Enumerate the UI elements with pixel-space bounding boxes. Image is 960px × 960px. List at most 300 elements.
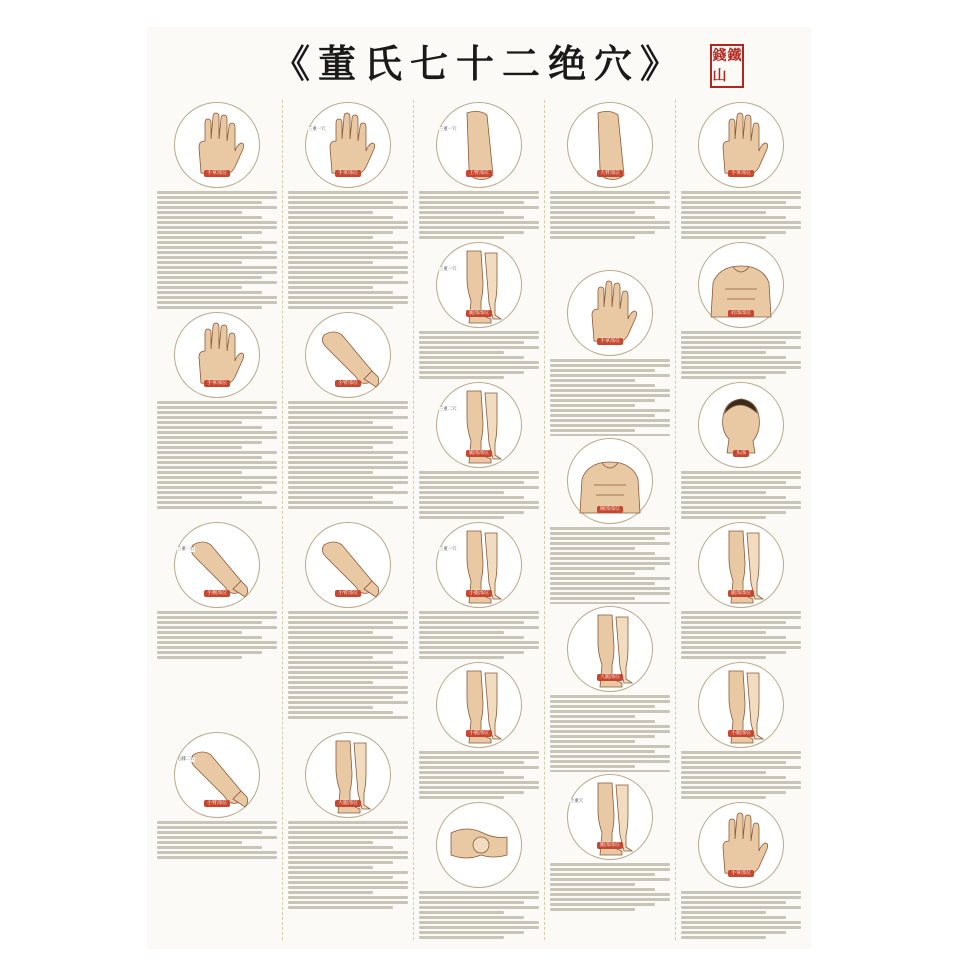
text-line	[157, 406, 277, 409]
text-line	[550, 191, 670, 194]
text-line	[419, 626, 539, 629]
text-line	[288, 896, 408, 899]
knee-icon	[436, 802, 522, 888]
body-region-tag: 小腿部位	[466, 590, 492, 597]
seal-char: 錢	[712, 48, 727, 64]
text-line	[157, 651, 262, 654]
text-line	[157, 631, 242, 634]
text-line	[288, 441, 393, 444]
text-line	[288, 431, 408, 434]
text-line	[157, 486, 262, 489]
text-line	[550, 379, 635, 382]
text-line	[419, 206, 539, 209]
arm-icon	[305, 522, 391, 608]
text-line	[681, 221, 801, 224]
text-line	[288, 856, 408, 859]
text-line	[550, 216, 655, 219]
text-line	[157, 426, 262, 429]
text-line	[419, 611, 539, 614]
text-line	[157, 291, 262, 294]
acupoint-entry	[548, 268, 672, 436]
text-line	[288, 471, 373, 474]
text-line	[550, 710, 670, 713]
text-line	[288, 401, 408, 404]
text-line	[419, 211, 504, 214]
text-line	[681, 936, 766, 939]
torso-icon	[567, 438, 653, 524]
leg-icon	[436, 242, 522, 328]
text-line	[288, 506, 408, 509]
text-line	[550, 557, 670, 560]
description-text-block	[155, 189, 279, 310]
body-region-tag: 胸部部位	[597, 506, 623, 513]
text-line	[550, 577, 670, 580]
description-text-block	[679, 889, 803, 940]
text-line	[157, 226, 277, 229]
text-line	[681, 906, 801, 909]
text-line	[288, 616, 408, 619]
palm-icon	[174, 312, 260, 398]
text-line	[288, 446, 373, 449]
text-line	[681, 371, 786, 374]
text-line	[288, 876, 393, 879]
text-line	[681, 766, 801, 769]
text-line	[550, 231, 655, 234]
text-line	[419, 926, 539, 929]
text-line	[681, 346, 801, 349]
text-line	[681, 611, 801, 614]
text-line	[550, 547, 635, 550]
acupoint-entry	[286, 310, 410, 520]
text-line	[419, 486, 539, 489]
text-line	[288, 256, 408, 259]
text-line	[288, 821, 408, 824]
description-text-block	[417, 469, 541, 520]
text-line	[157, 826, 277, 829]
text-line	[419, 341, 524, 344]
poster-column	[282, 100, 413, 940]
description-text-block	[548, 861, 672, 940]
text-line	[288, 641, 408, 644]
text-line	[550, 873, 655, 876]
text-line	[681, 336, 801, 339]
description-text-block	[679, 469, 803, 520]
body-region-tag: 小腿部位	[728, 730, 754, 737]
body-region-tag: 手掌部位	[204, 170, 230, 177]
text-line	[157, 501, 262, 504]
text-line	[550, 562, 670, 565]
text-line	[681, 896, 801, 899]
text-line	[550, 745, 670, 748]
text-line	[681, 756, 801, 759]
text-line	[288, 681, 373, 684]
text-line	[550, 592, 670, 595]
text-line	[419, 891, 539, 894]
text-line	[288, 426, 393, 429]
acupoint-entry	[155, 520, 279, 730]
description-text-block	[417, 329, 541, 380]
text-line	[681, 356, 786, 359]
text-line	[288, 706, 373, 709]
text-line	[681, 216, 786, 219]
acupoint-entry	[548, 772, 672, 940]
poster-column	[544, 100, 675, 940]
text-line	[550, 389, 670, 392]
text-line	[550, 429, 635, 432]
hand-back-icon	[305, 102, 391, 188]
leg-icon	[436, 522, 522, 608]
text-line	[681, 496, 786, 499]
text-line	[419, 616, 539, 619]
text-line	[550, 537, 655, 540]
text-line	[550, 552, 655, 555]
acupoint-callout: 三重二穴	[439, 407, 457, 412]
acupoint-entry	[286, 520, 410, 730]
text-line	[157, 216, 262, 219]
head-icon	[698, 382, 784, 468]
text-line	[157, 296, 277, 299]
text-line	[288, 846, 393, 849]
forearm-icon	[174, 732, 260, 818]
text-line	[157, 856, 277, 859]
text-line	[681, 656, 766, 659]
text-line	[157, 431, 277, 434]
seal-char: 山	[712, 68, 727, 84]
hand-back-icon	[698, 102, 784, 188]
text-line	[550, 572, 635, 575]
text-line	[550, 715, 635, 718]
text-line	[681, 651, 786, 654]
poster-column	[675, 100, 806, 940]
text-line	[550, 359, 670, 362]
description-text-block	[286, 819, 410, 940]
leg-icon	[305, 732, 391, 818]
text-line	[288, 901, 408, 904]
text-line	[550, 201, 655, 204]
text-line	[681, 771, 766, 774]
text-line	[157, 466, 277, 469]
description-text-block	[548, 693, 672, 772]
acupoint-entry	[679, 240, 803, 380]
text-line	[157, 206, 277, 209]
text-line	[288, 221, 408, 224]
leg-icon	[698, 522, 784, 608]
body-region-tag: 腿部部位	[466, 450, 492, 457]
text-line	[681, 476, 801, 479]
text-line	[550, 700, 670, 703]
text-line	[550, 404, 635, 407]
text-line	[288, 246, 393, 249]
text-line	[157, 241, 277, 244]
text-line	[681, 486, 801, 489]
forearm-icon	[174, 522, 260, 608]
acupoint-entry	[417, 100, 541, 240]
text-line	[288, 696, 393, 699]
text-line	[288, 881, 408, 884]
text-line	[157, 221, 277, 224]
text-line	[550, 542, 670, 545]
body-region-tag: 腿部部位	[728, 590, 754, 597]
text-line	[550, 409, 670, 412]
text-line	[157, 621, 262, 624]
text-line	[681, 236, 766, 239]
text-line	[550, 893, 670, 896]
text-line	[681, 891, 801, 894]
text-line	[288, 631, 373, 634]
acupoint-entry	[155, 310, 279, 520]
description-text-block	[679, 329, 803, 380]
text-line	[419, 516, 504, 519]
acupoint-entry	[679, 520, 803, 660]
acupoint-entry	[155, 100, 279, 310]
text-line	[157, 416, 277, 419]
text-line	[550, 196, 670, 199]
text-line	[681, 516, 766, 519]
text-line	[157, 306, 262, 309]
poster-column	[152, 100, 282, 940]
leg-icon	[567, 606, 653, 692]
text-line	[550, 725, 670, 728]
text-line	[288, 671, 408, 674]
description-text-block	[286, 189, 410, 310]
text-line	[419, 501, 539, 504]
text-line	[288, 271, 408, 274]
text-line	[288, 836, 408, 839]
text-line	[550, 394, 670, 397]
text-line	[419, 201, 524, 204]
text-line	[681, 911, 766, 914]
text-line	[681, 351, 766, 354]
seal-char: 鐵	[727, 48, 742, 64]
text-line	[550, 720, 655, 723]
text-line	[157, 266, 277, 269]
acupoint-callout: 心膝二穴	[177, 757, 195, 762]
text-line	[157, 411, 262, 414]
description-text-block	[155, 819, 279, 940]
text-line	[550, 735, 655, 738]
text-line	[288, 306, 393, 309]
text-line	[419, 196, 539, 199]
text-line	[288, 661, 408, 664]
text-line	[419, 226, 539, 229]
text-line	[550, 883, 635, 886]
text-line	[681, 471, 801, 474]
acupoint-entry	[417, 240, 541, 380]
text-line	[419, 621, 524, 624]
text-line	[419, 471, 539, 474]
text-line	[681, 916, 786, 919]
text-line	[419, 756, 539, 759]
text-line	[681, 621, 786, 624]
acupoint-callout: 三重一穴	[439, 267, 457, 272]
text-line	[550, 705, 655, 708]
text-line	[419, 491, 504, 494]
text-line	[157, 236, 242, 239]
text-line	[288, 871, 408, 874]
body-region-tag: 手掌部位	[728, 170, 754, 177]
acupoint-entry	[679, 380, 803, 520]
text-line	[157, 461, 277, 464]
body-region-tag: 大臂部位	[597, 170, 623, 177]
acupoint-entry	[417, 520, 541, 660]
text-line	[681, 926, 801, 929]
description-text-block	[417, 609, 541, 660]
text-line	[157, 421, 242, 424]
shoulder-icon	[698, 242, 784, 328]
text-line	[157, 456, 262, 459]
text-line	[288, 226, 408, 229]
body-region-tag: 手掌部位	[597, 338, 623, 345]
acupoint-columns	[152, 100, 806, 940]
text-line	[157, 851, 277, 854]
text-line	[288, 286, 373, 289]
text-line	[288, 686, 408, 689]
body-region-tag: 手掌部位	[728, 870, 754, 877]
text-line	[288, 841, 373, 844]
text-line	[419, 236, 504, 239]
description-text-block	[417, 889, 541, 940]
text-line	[288, 851, 408, 854]
text-line	[288, 216, 393, 219]
poster-title: 《董氏七十二绝穴》	[271, 41, 686, 86]
acupoint-callout: 上重穴	[570, 799, 584, 804]
palm-icon	[567, 270, 653, 356]
text-line	[419, 896, 539, 899]
text-line	[157, 286, 242, 289]
text-line	[419, 376, 504, 379]
text-line	[157, 256, 277, 259]
text-line	[157, 616, 277, 619]
acupoint-entry	[679, 660, 803, 800]
description-text-block	[548, 357, 672, 436]
text-line	[288, 466, 408, 469]
text-line	[288, 276, 393, 279]
description-text-block	[548, 525, 672, 604]
text-line	[419, 766, 539, 769]
body-region-tag: 小腿部位	[466, 730, 492, 737]
body-region-tag: 肩部部位	[728, 310, 754, 317]
description-text-block	[155, 609, 279, 730]
description-text-block	[155, 399, 279, 520]
text-line	[550, 597, 635, 600]
text-line	[288, 461, 408, 464]
text-line	[550, 364, 670, 367]
text-line	[681, 791, 786, 794]
text-line	[681, 331, 801, 334]
body-region-tag: 手掌部位	[204, 380, 230, 387]
acupoint-entry	[417, 660, 541, 800]
text-line	[157, 441, 262, 444]
acupoint-callout: 三重一穴	[439, 547, 457, 552]
acupoint-entry	[548, 100, 672, 268]
text-line	[288, 486, 393, 489]
description-text-block	[417, 749, 541, 800]
text-line	[288, 496, 373, 499]
text-line	[288, 646, 408, 649]
description-text-block	[548, 189, 672, 268]
text-line	[419, 351, 504, 354]
text-line	[550, 730, 670, 733]
text-line	[681, 376, 766, 379]
acupoint-entry	[417, 380, 541, 520]
text-line	[419, 761, 524, 764]
text-line	[288, 421, 373, 424]
text-line	[419, 371, 524, 374]
body-region-tag: 头部	[733, 450, 749, 457]
text-line	[157, 436, 277, 439]
text-line	[550, 374, 670, 377]
text-line	[419, 496, 524, 499]
text-line	[419, 221, 539, 224]
text-line	[419, 356, 524, 359]
red-seal-stamp	[710, 44, 744, 88]
text-line	[681, 901, 786, 904]
text-line	[550, 206, 670, 209]
description-text-block	[679, 189, 803, 240]
text-line	[419, 476, 539, 479]
text-line	[550, 760, 670, 763]
text-line	[681, 751, 801, 754]
text-line	[550, 740, 635, 743]
text-line	[550, 903, 655, 906]
leg-icon	[698, 662, 784, 748]
text-line	[288, 716, 408, 719]
text-line	[157, 471, 242, 474]
text-line	[288, 261, 373, 264]
text-line	[288, 476, 408, 479]
text-line	[419, 771, 504, 774]
body-region-tag: 小臂部位	[204, 800, 230, 807]
text-line	[288, 436, 408, 439]
text-line	[550, 908, 635, 911]
text-line	[288, 626, 408, 629]
text-line	[157, 211, 242, 214]
text-line	[288, 906, 393, 909]
text-line	[419, 786, 539, 789]
text-line	[288, 241, 408, 244]
text-line	[419, 631, 504, 634]
text-line	[288, 296, 408, 299]
text-line	[681, 626, 801, 629]
text-line	[288, 301, 408, 304]
seal-char	[727, 66, 742, 86]
text-line	[288, 266, 408, 269]
text-line	[419, 191, 539, 194]
body-region-tag: 手腕部位	[204, 590, 230, 597]
body-region-tag: 大腿部位	[597, 674, 623, 681]
acupoint-callout: 三重一穴	[177, 547, 195, 552]
text-line	[419, 331, 539, 334]
text-line	[157, 276, 262, 279]
text-line	[288, 711, 393, 714]
description-text-block	[679, 749, 803, 800]
text-line	[157, 451, 277, 454]
acupoint-entry	[679, 800, 803, 940]
text-line	[550, 765, 635, 768]
text-line	[288, 891, 373, 894]
acupoint-callout: 三重一穴	[308, 127, 326, 132]
text-line	[157, 506, 277, 509]
text-line	[157, 201, 262, 204]
acupoint-entry	[548, 604, 672, 772]
text-line	[681, 631, 766, 634]
text-line	[681, 341, 786, 344]
text-line	[681, 796, 766, 799]
text-line	[157, 191, 277, 194]
text-line	[550, 424, 670, 427]
text-line	[681, 206, 801, 209]
text-line	[419, 646, 539, 649]
